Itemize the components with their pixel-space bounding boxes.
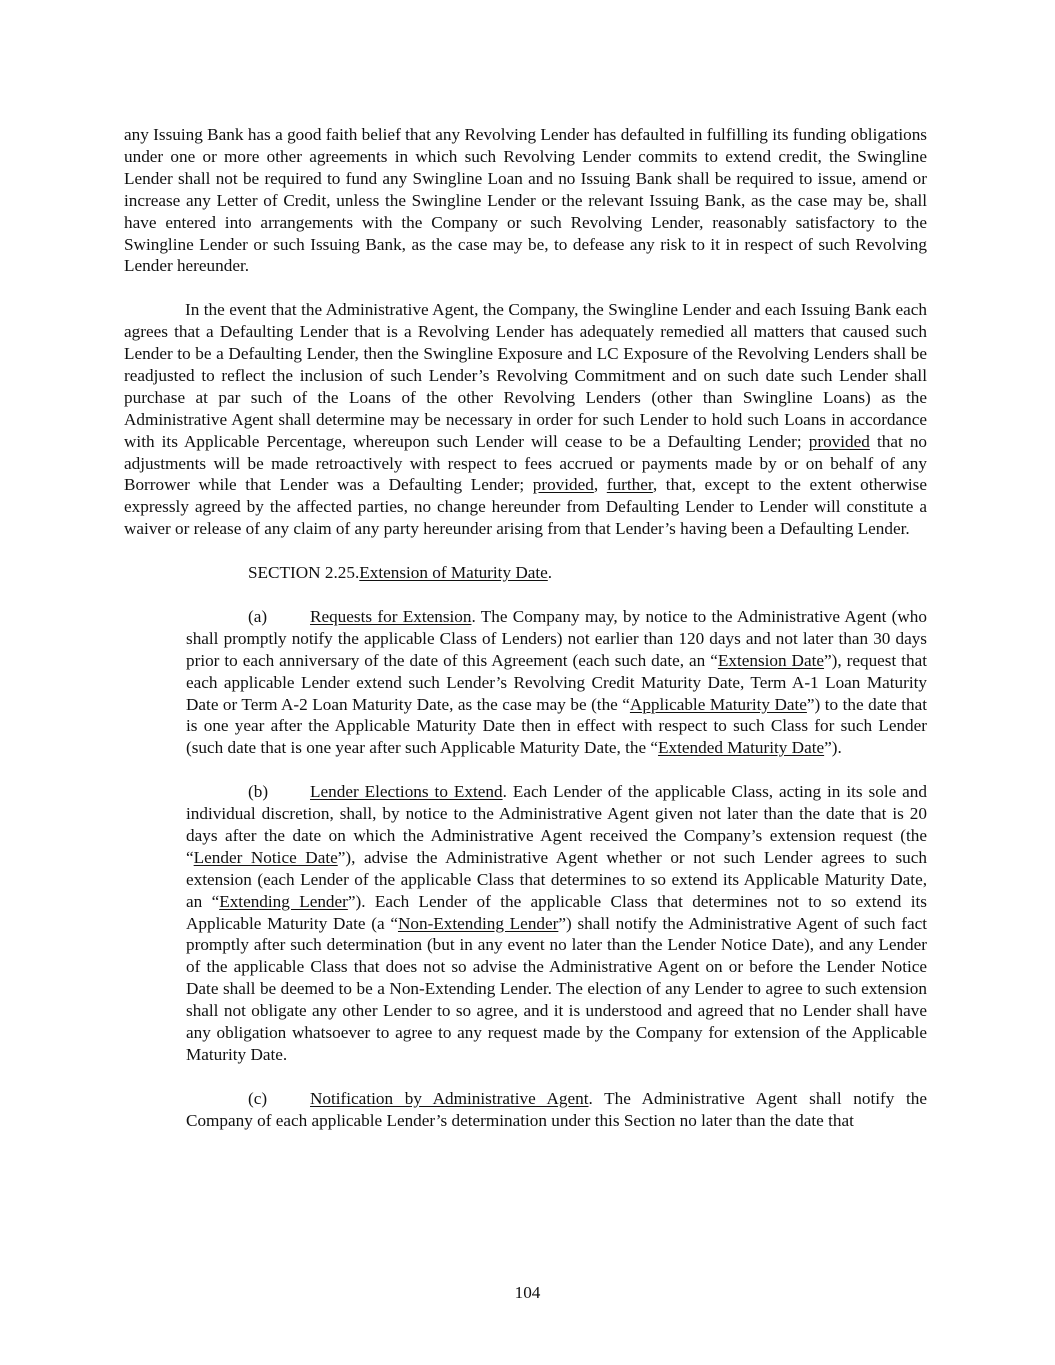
clause-title: Notification by Administrative Agent (310, 1088, 589, 1108)
clause-label: (a) (248, 606, 268, 626)
section-heading: SECTION 2.25.Extension of Maturity Date. (248, 563, 553, 583)
clause-label: (b) (248, 782, 269, 802)
clause-a: (a) Requests for Extension. The Company may, by notice to the Administrative Agent (who shall promptly notify the applicable Class of Lenders) not earlier than 120 days and not later than 30 days prior to each anniversary of the date of this Agreement (each such date, an “Extension Date”), request that each applicable Lender extend such Lender’s Revolving Credit Maturity Date, Term A-1 Loan Maturity Date or Term A-2 Loan Maturity Date, as the case may be (the “Applicable Maturity Date”) to the date that is one year after the Applicable Maturity Date then in effect with respect to such Class for such Lender (such date that is one year after such Applicable Maturity Date, the “Extended Maturity Date”). (186, 606, 927, 758)
document-page (124, 124, 927, 1132)
section-number: SECTION 2.25. (248, 563, 360, 583)
defined-term: Extension Date (717, 650, 825, 670)
defined-term: Extended Maturity Date (658, 738, 825, 758)
section-title: Extension of Maturity Date (359, 563, 548, 583)
paragraph-defaulting-lender-cure: In the event that the Administrative Agent, the Company, the Swingline Lender and each Issuing Bank each agrees that a Defaulting Lender that is a Revolving Lender has adequately remedied all matters that caused such Lender to be a Defaulting Lender, then the Swingline Exposure and LC Exposure of the Revolving Lenders shall be readjusted to reflect the inclusion of such Lender’s Revolving Commitment and on such date such Lender shall purchase at par such of the Loans of the other Revolving Lenders (other than Swingline Loans) as the Administrative Agent shall determine may be necessary in order for such Lender to hold such Loans in accordance with its Applicable Percentage, whereupon such Lender will cease to be a Defaulting Lender; provided that no adjustments will be made retroactively with respect to fees accrued or payments made by or on behalf of any Borrower while that Lender was a Defaulting Lender; provided, further, that, except to the extent otherwise expressly agreed by the affected parties, no change hereunder from Defaulting Lender to Lender will constitute a waiver or release of any claim of any party hereunder arising from that Lender’s having been a Defaulting Lender. (124, 300, 928, 539)
defined-term: Lender Notice Date (193, 847, 338, 867)
clause-c: (c) Notification by Administrative Agent. The Administrative Agent shall notify the Company of each applicable Lender’s determination under this Section no later than the date that (186, 1088, 928, 1130)
page-number: 104 (514, 1283, 541, 1302)
term-provided: provided (808, 431, 870, 451)
paragraph-continuation: any Issuing Bank has a good faith belief that any Revolving Lender has defaulted in fulfilling its funding obligations under one or more other agreements in which such Revolving Lender commits to extend credit, the Swingline Lender shall not be required to fund any Swingline Loan and no Issuing Bank shall be required to issue, amend or increase any Letter of Credit, unless the Swingline Lender or the relevant Issuing Bank, as the case may be, shall have entered into arrangements with the Company or such Revolving Lender, reasonably satisfactory to the Swingline Lender or such Issuing Bank, as the case may be, to defease any risk to it in respect of such Revolving Lender hereunder. (124, 125, 927, 276)
term-provided: provided (532, 475, 594, 495)
term-further: further (606, 475, 653, 495)
defined-term: Non-Extending Lender (397, 913, 559, 933)
clause-title: Lender Elections to Extend (310, 782, 503, 802)
clause-label: (c) (248, 1088, 268, 1108)
defined-term: Extending Lender (219, 891, 348, 911)
clause-b: (b) Lender Elections to Extend. Each Lender of the applicable Class, acting in its sole and individual discretion, shall, by notice to the Administrative Agent given not later than the date that is 20 days after the date on which the Administrative Agent received the Company’s extension request (the “Lender Notice Date”), advise the Administrative Agent whether or not such Lender agrees to such extension (each Lender of the applicable Class that determines to so extend its Applicable Maturity Date, an “Extending Lender”). Each Lender of the applicable Class that determines not to so extend its Applicable Maturity Date (a “Non-Extending Lender”) shall notify the Administrative Agent of such fact promptly after such determination (but in any event no later than the Lender Notice Date), and any Lender of the applicable Class that does not so advise the Administrative Agent on or before the Lender Notice Date shall be deemed to be a Non-Extending Lender. The election of any Lender to agree to such extension shall not obligate any other Lender to so agree, and it is understood and agreed that no Lender shall have any obligation whatsoever to agree to any request made by the Company for extension of the Applicable Maturity Date. (186, 782, 928, 1064)
clause-title: Requests for Extension (310, 606, 472, 626)
defined-term: Applicable Maturity Date (629, 694, 807, 714)
